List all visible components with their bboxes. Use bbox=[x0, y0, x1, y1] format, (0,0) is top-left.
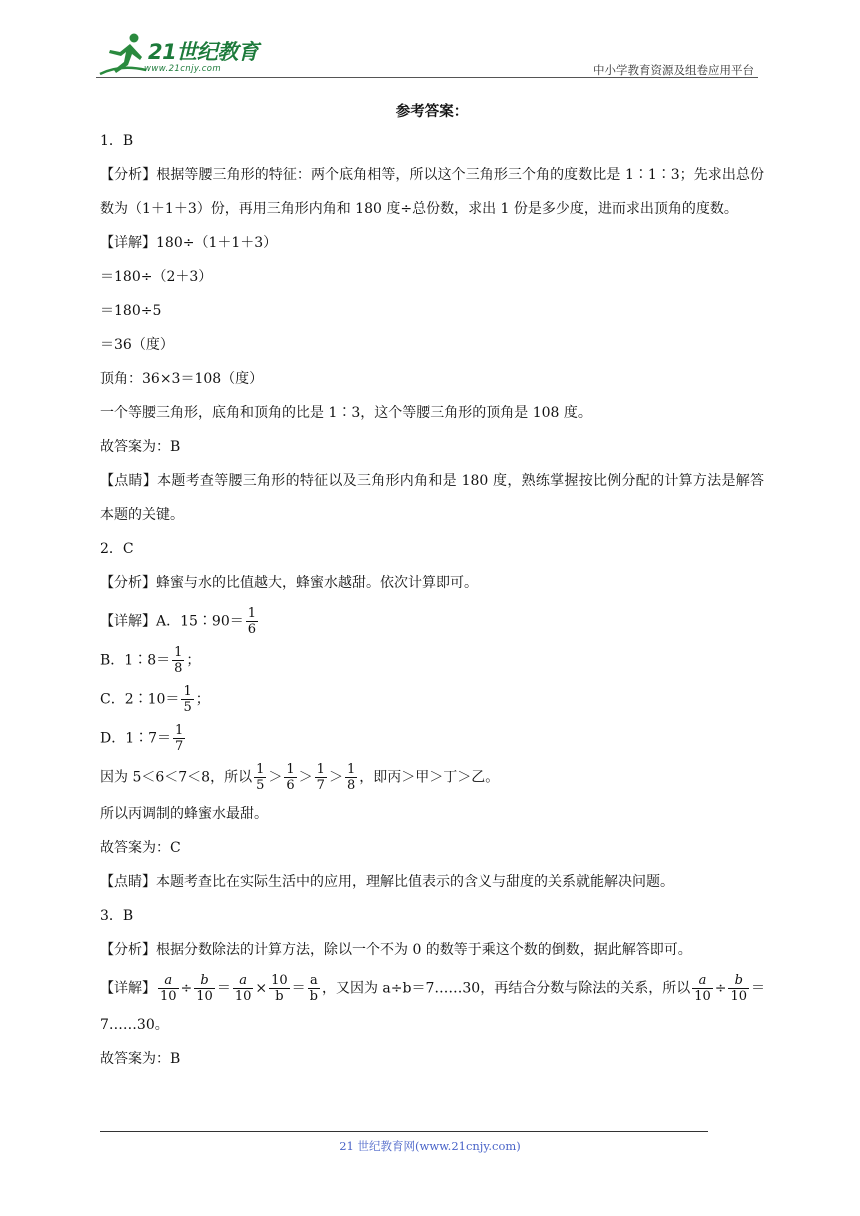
q2-detail-d bbox=[100, 719, 764, 758]
logo-url: www.21cnjy.com bbox=[144, 64, 222, 74]
q2-c-text: C．2∶10＝ bbox=[100, 691, 180, 708]
footer-divider bbox=[100, 1131, 708, 1132]
answer-content bbox=[100, 100, 764, 1076]
fraction: $\frac{1}{8}$ bbox=[174, 645, 183, 676]
fraction: $\frac{1}{7}$ bbox=[316, 762, 325, 793]
page-footer[interactable]: 21 世纪教育网(www.21cnjy.com) bbox=[339, 1139, 521, 1153]
q1-detail-4: ＝36（度） bbox=[100, 337, 174, 353]
fraction: $\frac{a}{b}$ bbox=[309, 973, 318, 1004]
fraction: $\frac{a}{10}$ bbox=[694, 973, 711, 1004]
q2-detail-c: C．2∶10＝ $\frac{1}{5}$ ； bbox=[100, 684, 210, 715]
q2-comment: 【点睛】本题考查比在实际生活中的应用，理解比值表示的含义与甜度的关系就能解决问题。 bbox=[100, 874, 674, 890]
q1-detail-1: 【详解】180÷（1＋1＋3） bbox=[100, 235, 278, 251]
fraction: $\frac{10}{b}$ bbox=[271, 973, 288, 1004]
q2-so: 所以丙调制的蜂蜜水最甜。 bbox=[100, 806, 268, 822]
site-logo bbox=[96, 30, 266, 78]
page-header bbox=[96, 30, 758, 78]
fraction: $\frac{1}{5}$ bbox=[183, 684, 192, 715]
fraction: $\frac{1}{6}$ bbox=[247, 606, 257, 637]
fraction: $\frac{1}{8}$ bbox=[346, 762, 356, 793]
q1-detail-5: 顶角：36×3＝108（度） bbox=[100, 371, 264, 387]
logo-text: 21世纪教育 bbox=[148, 40, 259, 64]
q2-detail-b: B．1∶8＝ $\frac{1}{8}$ ； bbox=[100, 645, 201, 676]
q3-continuation: 7……30。 bbox=[100, 1017, 169, 1033]
q2-analysis: 【分析】蜂蜜与水的比值越大，蜂蜜水越甜。依次计算即可。 bbox=[100, 575, 478, 591]
q1-analysis: 【分析】根据等腰三角形的特征：两个底角相等，所以这个三角形三个角的度数比是 1∶1∶3；先求出总份数为（1＋1＋3）份，再用三角形内角和 180 度÷总份数，求出 1 份是多少度，进而求出顶角的度数。 bbox=[100, 167, 764, 217]
q3-detail: 【详解】 $\frac{a}{10}$ ÷ $\frac{b}{10}$ ＝ $\frac{a}{10}$ × $\frac{10}{b}$ ＝ $\frac{a}{b}$ ，又因为 a÷b＝7……30，再结合分数与除法的关系，所以 $\frac{a}{10}$ ÷ $\frac{b}{10}$ ＝ bbox=[100, 973, 766, 1004]
fraction: $\frac{1}{7}$ bbox=[175, 723, 184, 754]
q2-answer: 2．C bbox=[100, 541, 134, 557]
fraction: $\frac{b}{10}$ bbox=[196, 973, 213, 1004]
page-title: 参考答案： bbox=[395, 103, 469, 120]
fraction: $\frac{a}{10}$ bbox=[160, 973, 177, 1004]
q2-b-text: B．1∶8＝ bbox=[100, 652, 171, 669]
q2-detail-a bbox=[100, 600, 764, 641]
q1-final: 故答案为：B bbox=[100, 439, 181, 455]
q2-comparison: 因为 5＜6＜7＜8，所以 $\frac{1}{5}$ ＞ $\frac{1}{6}$ ＞ $\frac{1}{7}$ ＞ $\frac{1}{8}$ ，即丙＞甲＞丁＞乙。 bbox=[100, 762, 500, 793]
fraction: $\frac{1}{5}$ bbox=[256, 762, 265, 793]
q1-detail-3: ＝180÷5 bbox=[100, 303, 162, 319]
q3-final: 故答案为：B bbox=[100, 1051, 181, 1067]
fraction: $\frac{b}{10}$ bbox=[730, 973, 748, 1004]
fraction: $\frac{1}{6}$ bbox=[286, 762, 295, 793]
q1-conclusion: 一个等腰三角形，底角和顶角的比是 1∶3，这个等腰三角形的顶角是 108 度。 bbox=[100, 405, 592, 421]
q2-final: 故答案为：C bbox=[100, 840, 181, 856]
q3-analysis: 【分析】根据分数除法的计算方法，除以一个不为 0 的数等于乘这个数的倒数，据此解答即可。 bbox=[100, 942, 692, 958]
q1-comment: 【点睛】本题考查等腰三角形的特征以及三角形内角和是 180 度，熟练掌握按比例分配的计算方法是解答本题的关键。 bbox=[100, 473, 764, 523]
q2-d-text: D．1∶7＝ bbox=[100, 730, 172, 747]
fraction: $\frac{a}{10}$ bbox=[234, 973, 252, 1004]
q1-answer: 1．B bbox=[100, 133, 134, 149]
q1-detail-2: ＝180÷（2＋3） bbox=[100, 269, 213, 285]
q2-a-text: 【详解】A．15∶90＝ bbox=[100, 613, 244, 630]
platform-name: 中小学教育资源及组卷应用平台 bbox=[593, 63, 754, 77]
header-divider bbox=[96, 77, 758, 78]
q3-answer: 3．B bbox=[100, 908, 134, 924]
